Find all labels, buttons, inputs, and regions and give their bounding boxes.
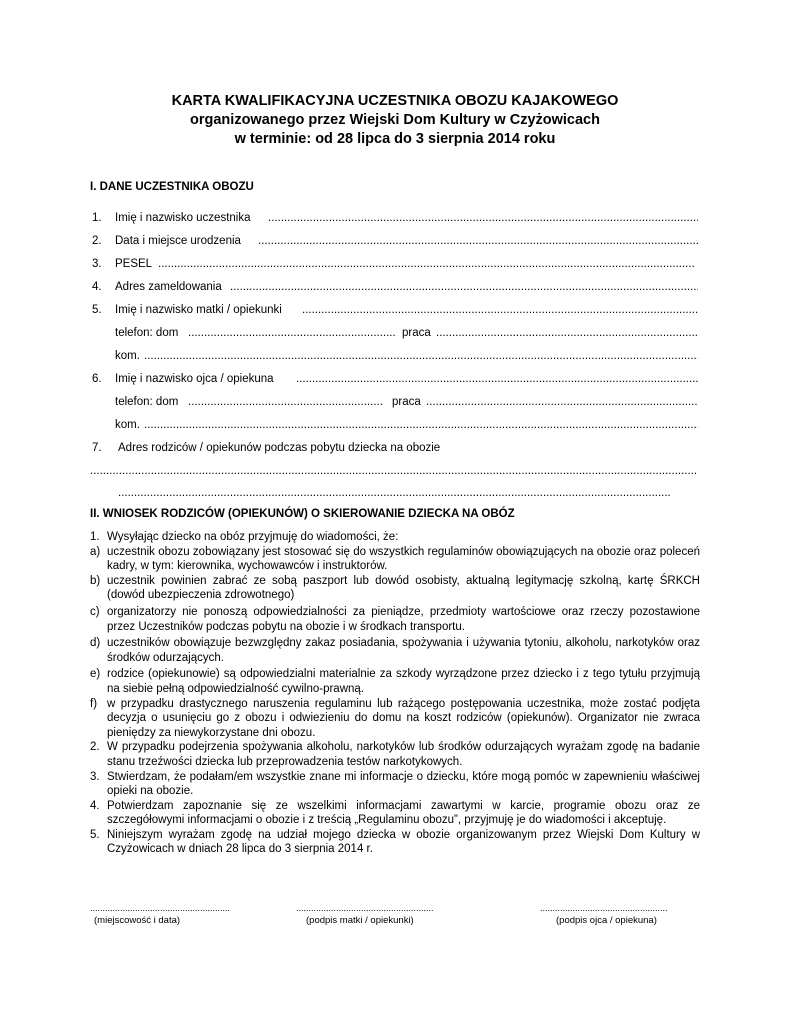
consent-marker: c) <box>90 605 100 618</box>
item-7-fill-line-2[interactable] <box>118 486 670 500</box>
consent-text: uczestników obowiązuje bezwzględny zakaz posiadania, spożywania i używania tytoniu, alkoholu, narkotyków oraz środków odurzających. <box>107 637 700 664</box>
consent-item-a <box>90 545 700 574</box>
section1-heading: I. DANE UCZESTNIKA OBOZU <box>90 181 254 193</box>
consent-text: Potwierdzam zapoznanie się ze wszelkimi informacjami zawartymi w karcie, programie obozu oraz ze szczegółowymi informacjami o obozie i z treścią „Regulaminu obozu”, przyjmuję je do wiadomości i akceptuję. <box>107 799 700 827</box>
mother-mobile-fill[interactable] <box>144 349 698 363</box>
consent-list <box>90 530 700 857</box>
consent-item-5 <box>90 828 700 857</box>
consent-text: Stwierdzam, że podałam/em wszystkie znane mi informacje o dziecku, które mogą pomóc w zapewnieniu właściwej opieki na obozie. <box>107 770 700 798</box>
item-5-label: Imię i nazwisko matki / opiekunki <box>115 304 282 316</box>
item-2-fill-line[interactable] <box>258 234 698 248</box>
consent-text: w przypadku drastycznego naruszenia regulaminu lub rażącego postępowania uczestnika, może zostać podjęta decyzja o usunięciu go z obozu i odwiezieniu do domu na koszt rodziców (opiekunów). Organizator nie zwraca pieniędzy za niewykorzystane dni obozu. <box>107 697 700 739</box>
consent-item-f <box>90 697 700 741</box>
consent-item-d <box>90 636 700 665</box>
consent-marker: 5. <box>90 828 100 841</box>
title-line-1: KARTA KWALIFIKACYJNA UCZESTNIKA OBOZU KAJAKOWEGO <box>171 93 619 109</box>
consent-item-4 <box>90 799 700 828</box>
mother-phone-home-fill[interactable] <box>188 326 396 340</box>
consent-item-e <box>90 667 700 696</box>
item-7-fill-line-1[interactable] <box>90 464 698 478</box>
title-line-3: w terminie: od 28 lipca do 3 sierpnia 2014 roku <box>234 131 556 147</box>
mother-phone-home-label: telefon: dom <box>115 327 179 339</box>
consent-item-b <box>90 574 700 603</box>
item-1-fill-line[interactable] <box>268 211 698 225</box>
father-phone-work-fill[interactable] <box>426 395 698 409</box>
consent-item-c <box>90 605 700 634</box>
title-line-2: organizowanego przez Wiejski Dom Kultury w Czyżowicach <box>190 112 600 128</box>
form-title <box>90 92 700 149</box>
consent-text: W przypadku podejrzenia spożywania alkoholu, narkotyków lub środków odurzających wyrażam zgodę na badanie stanu trzeźwości dziecka lub przeprowadzenia testów narkotykowych. <box>107 741 700 768</box>
consent-marker: 3. <box>90 770 100 783</box>
consent-text: organizatorzy nie ponoszą odpowiedzialności za pieniądze, przedmioty wartościowe oraz rzeczy pozostawione przez Uczestników podczas pobytu na obozie i w środkach transportu. <box>107 605 700 633</box>
section2-heading: II. WNIOSEK RODZICÓW (OPIEKUNÓW) O SKIEROWANIE DZIECKA NA OBÓZ <box>90 508 515 520</box>
consent-marker: 1. <box>90 531 100 543</box>
consent-marker: b) <box>90 574 101 587</box>
consent-text: Wysyłając dziecko na obóz przyjmuję do wiadomości, że: <box>107 531 399 543</box>
signature-place-date <box>90 903 230 926</box>
consent-item-2 <box>90 740 700 769</box>
place-date-caption: (miejscowość i data) <box>94 915 181 926</box>
item-4-label: Adres zameldowania <box>115 281 222 293</box>
consent-marker: a) <box>90 545 101 558</box>
consent-text: rodzice (opiekunowie) są odpowiedzialni materialnie za szkody wyrządzone przez dziecko i z tego tytułu przyjmują na siebie pełną odpowiedzialność cywilno-prawną. <box>107 668 700 695</box>
item-6-fill-line[interactable] <box>296 372 698 386</box>
item-4-number: 4. <box>92 281 102 293</box>
consent-marker: 4. <box>90 799 100 812</box>
mother-mobile-label: kom. <box>115 350 140 362</box>
item-3-fill-line[interactable] <box>158 257 694 271</box>
consent-marker: e) <box>90 668 101 681</box>
father-phone-home-fill[interactable] <box>188 395 384 409</box>
consent-text: Niniejszym wyrażam zgodę na udział mojego dziecka w obozie organizowanym przez Wiejski Dom Kultury w Czyżowicach w dniach 28 lipca do 3 sierpnia 2014 r. <box>107 828 700 856</box>
father-phone-work-label: praca <box>392 396 421 408</box>
item-7-label: Adres rodziców / opiekunów podczas pobytu dziecka na obozie <box>118 442 441 454</box>
consent-marker: f) <box>90 697 98 710</box>
item-2-label: Data i miejsce urodzenia <box>115 235 241 247</box>
consent-item-3 <box>90 770 700 799</box>
consent-marker: d) <box>90 637 101 650</box>
signature-mother <box>296 903 434 926</box>
item-7-number: 7. <box>92 442 102 454</box>
father-mobile-fill[interactable] <box>144 418 698 432</box>
item-6-label: Imię i nazwisko ojca / opiekuna <box>115 373 274 385</box>
mother-phone-work-label: praca <box>402 327 431 339</box>
signature-father <box>540 903 668 926</box>
item-5-fill-line[interactable] <box>302 303 698 317</box>
father-signature-fill-line[interactable] <box>540 903 668 913</box>
mother-signature-caption: (podpis matki / opiekunki) <box>306 915 414 926</box>
mother-signature-fill-line[interactable] <box>296 903 434 913</box>
item-5-number: 5. <box>92 304 102 316</box>
item-3-label: PESEL <box>115 258 153 270</box>
place-date-fill-line[interactable] <box>90 903 230 913</box>
item-2-number: 2. <box>92 235 102 247</box>
father-phone-home-label: telefon: dom <box>115 396 179 408</box>
consent-marker: 2. <box>90 741 100 754</box>
consent-item-1 <box>90 530 700 545</box>
item-4-fill-line[interactable] <box>230 280 698 294</box>
father-mobile-label: kom. <box>115 419 140 431</box>
item-1-label: Imię i nazwisko uczestnika <box>115 212 251 224</box>
item-6-number: 6. <box>92 373 102 385</box>
mother-phone-work-fill[interactable] <box>436 326 698 340</box>
consent-text: uczestnik powinien zabrać ze sobą paszport lub dowód osobisty, aktualną legitymację szkolną, kartę ŚRKCH (dowód ubezpieczenia zdrowotnego) <box>107 574 700 602</box>
item-1-number: 1. <box>92 212 102 224</box>
consent-text: uczestnik obozu zobowiązany jest stosować się do wszystkich regulaminów obowiązujących na obozie oraz poleceń kadry, w tym: kierownika, wychowawców i instruktorów. <box>107 545 700 573</box>
item-3-number: 3. <box>92 258 102 270</box>
father-signature-caption: (podpis ojca / opiekuna) <box>556 915 657 926</box>
